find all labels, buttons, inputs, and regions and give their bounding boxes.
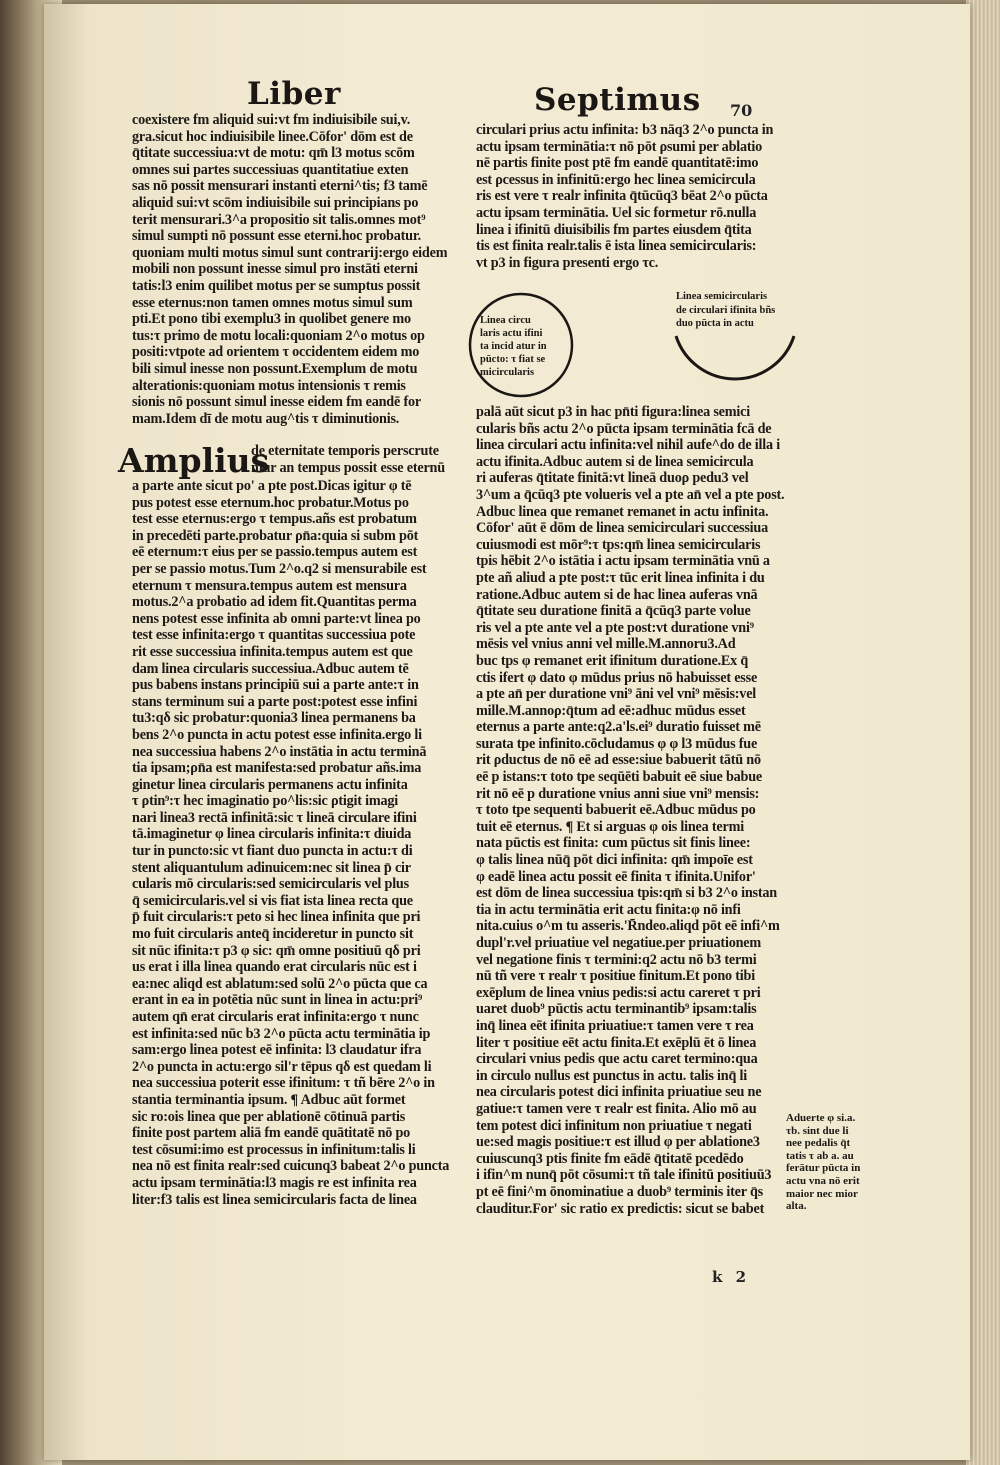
bleed-through-text bbox=[74, 234, 77, 246]
text-line: us erat i illa linea quando erat circularis nūc est i bbox=[132, 959, 417, 976]
text-line: mo fuit circularis anteq̄ incideretur in puncto sit bbox=[132, 926, 414, 943]
text-line: simul sumpti nō possunt esse eterni.hoc probatur. bbox=[132, 228, 421, 245]
text-line: tia ipsam;ρn̄a est manifesta:sed probatur añs.ima bbox=[132, 760, 422, 777]
text-line: nea successiua poterit esse ifinitum: τ tñ bēre 2^o in bbox=[132, 1075, 435, 1092]
text-line: sic ro:ois linea que per ablationē cōtinuā partis bbox=[132, 1108, 406, 1125]
text-line: circulari prius actu infinita: b3 nāq3 2^o puncta in bbox=[476, 122, 774, 138]
right-column-top bbox=[476, 122, 773, 271]
text-line: palā aūt sicut p3 in hac pn̄ti figura:linea semici bbox=[476, 404, 750, 420]
text-line: pte añ aliud a pte post:τ tūc erit linea infinita i du bbox=[476, 569, 765, 586]
text-line: stans terminum sui a parte post:potest esse infini bbox=[132, 693, 418, 710]
text-line: tatis:l3 enim quilibet motus per se sumptus possit bbox=[132, 277, 421, 294]
text-line: rit ρductus de nō eē ad esse:siue babuerit tātū nō bbox=[476, 752, 761, 769]
note-line: actu vna nō erit bbox=[786, 1174, 860, 1187]
caption-line: laris actu ifini bbox=[480, 328, 543, 339]
text-line: cularis mō circularis:sed semicircularis vel plus bbox=[132, 876, 409, 893]
note-line: tatis τ ab a. au bbox=[786, 1149, 854, 1162]
text-line: linea circulari actu infinita:vel nihil aufe^do de illa i bbox=[476, 437, 780, 454]
text-line: gatiue:τ tamen vere τ realr est finita. Alio mō au bbox=[476, 1100, 757, 1117]
text-line: pus potest esse eternum.hoc probatur.Motus po bbox=[132, 494, 409, 511]
text-line: liter τ positiue eēt actu finita.Et exēplū ēt ō linea bbox=[476, 1034, 757, 1051]
text-line: ginetur linea circularis permanens actu infinita bbox=[132, 776, 408, 793]
caption-line: Linea circu bbox=[480, 315, 531, 326]
text-line: mam.Idem dī de motu aug^tis τ diminutionis. bbox=[132, 410, 400, 427]
amplius-side-text bbox=[251, 443, 445, 476]
text-line: pt eē fini^m ōnominatiue a duob⁹ terminis iter q̄s bbox=[476, 1183, 763, 1200]
text-line: sionis nō possunt simul inesse eidem fm eandē for bbox=[132, 394, 421, 411]
text-line: tem potest dici infinitum non priuatiue τ negati bbox=[476, 1117, 752, 1134]
text-line: 2^o puncta in actu:ergo sil'r tēpus qδ est quedam li bbox=[132, 1058, 432, 1075]
text-line: cularis bñs actu 2^o pūcta ipsam terminātia fcā de bbox=[476, 420, 772, 437]
text-line: test esse eternus:ergo τ tempus.añs est probatum bbox=[132, 511, 417, 528]
text-line: quoniam multi motus simul sunt contrarij:ergo eidem bbox=[132, 244, 448, 261]
text-line: nea circularis potest dici infinita priuatiue seu ne bbox=[476, 1084, 762, 1101]
text-line: exēplum de linea vnius pedis:si actu careret τ pri bbox=[476, 984, 761, 1001]
text-line: nea successiua habens 2^o instātia in actu terminā bbox=[132, 743, 427, 760]
text-line: clauditur.For' sic ratio ex predictis: sicut se babet bbox=[476, 1200, 765, 1217]
right-column-bottom bbox=[476, 404, 784, 1217]
text-line: coexistere fm aliquid sui:vt fm indiuisibile sui,v. bbox=[132, 112, 411, 128]
text-line: aliquid sui:vt scōm indiuisibile sui principians po bbox=[132, 194, 419, 211]
text-line: uaret duob⁹ pūctis actu terminantib⁹ ipsam:talis bbox=[476, 1001, 757, 1018]
text-line: tis est finita realr.talis ē ista linea semicircularis: bbox=[476, 238, 757, 255]
text-line: eternum τ mensura.tempus autem est mensura bbox=[132, 577, 407, 594]
text-line: gra.sicut hoc indiuisibile linee.Cōfor' dōm est de bbox=[132, 128, 413, 145]
text-line: nita.cuius o^m tu asseris.'R̄ndeo.aliqd pōt eē infi^m bbox=[476, 918, 780, 935]
semicircle-arc bbox=[676, 336, 794, 379]
text-line: positi:vtpote ad orientem τ occidentem eidem mo bbox=[132, 344, 420, 361]
text-line: erant in ea in potētia nūc sunt in linea in actu:pri⁹ bbox=[132, 992, 423, 1009]
text-line: test cōsumi:imo est processus in infinitum:talis li bbox=[132, 1141, 416, 1158]
text-line: Cōfor' aūt ē dōm de linea semicirculari successiua bbox=[476, 520, 768, 537]
margin-note bbox=[786, 1112, 860, 1213]
text-line: buc tps φ remanet erit ifinitum duratione.Ex q̄ bbox=[476, 652, 749, 669]
right-running-title: Septimus bbox=[534, 82, 701, 118]
text-line: mobili non possunt inesse simul pro instāti eterni bbox=[132, 261, 418, 278]
text-line: tur in puncto:sic vt fiant duo puncta in actu:τ di bbox=[132, 843, 413, 860]
text-line: actu ipsam terminātia. Uel sic formetur rō.nulla bbox=[476, 204, 757, 221]
text-line: eternus a parte ante:q2.a'ls.ei⁹ duratio fuisset mē bbox=[476, 719, 761, 736]
text-line: pus babens instans principiū sui a parte ante:τ in bbox=[132, 677, 419, 694]
text-line: nata pūctis est finita: cum pūctus sit finis linee: bbox=[476, 835, 751, 852]
text-line: motus.2^a probatio ad idem fit.Quantitas perma bbox=[132, 594, 417, 611]
text-line: q̄titate seu duratione finitā a q̄cūq3 parte volue bbox=[476, 603, 751, 620]
figure-right-caption bbox=[676, 290, 775, 331]
text-line: circulari vnius pedis que actu caret termino:qua bbox=[476, 1051, 758, 1068]
text-line: tu3:qδ sic probatur:quonia3 linea permanens ba bbox=[132, 710, 416, 727]
text-line: bili simul inesse non possunt.Exemplum de motu bbox=[132, 360, 418, 377]
text-line: dam linea circularis successiua.Adbuc autem tē bbox=[132, 660, 409, 677]
note-line: alta. bbox=[786, 1200, 807, 1213]
note-line: τb. sint due li bbox=[786, 1124, 849, 1137]
text-line: tus:τ primo de motu locali:quoniam 2^o motus op bbox=[132, 327, 425, 344]
text-line: liter:f3 talis est linea semicircularis facta de linea bbox=[132, 1191, 417, 1208]
text-line: mille.M.annoρ:q̄tum ad eē:adhuc mūdus esset bbox=[476, 702, 746, 719]
text-line: φ eadē linea actu possit eē finita τ ifinita.Unifor' bbox=[476, 868, 756, 885]
left-running-title: Liber bbox=[247, 76, 341, 112]
note-line: Aduerte φ si.a. bbox=[786, 1112, 856, 1124]
page-edges bbox=[966, 0, 1000, 1465]
folio-number: 70 bbox=[730, 101, 753, 120]
text-line: eē p istans:τ toto tpe seqūēti babuit eē siue babue bbox=[476, 769, 763, 786]
text-line: rit esse successiua infinita.tempus autem est que bbox=[132, 643, 413, 660]
text-line: test esse infinita:ergo τ quantitas successiua pote bbox=[132, 627, 416, 644]
text-line: sit nūc ifinita:τ p3 φ sic: qm̄ omne positiuū qδ pri bbox=[132, 942, 421, 959]
text-line: est ρcessus in infinitū:ergo hec linea semicircula bbox=[476, 171, 756, 188]
text-line: terit mensurari.3^a propositio sit talis.omnes mot⁹ bbox=[132, 211, 426, 228]
initial-word-amplius: Amplius bbox=[118, 441, 270, 480]
text-line: τ toto tpe sequenti babuerit eē.Adbuc mūdus po bbox=[476, 802, 756, 819]
text-line: nū tñ vere τ realr τ positiue finitum.Et pono tibi bbox=[476, 968, 755, 985]
text-line: nē partis finite post ptē fm eandē quantitatē:imo bbox=[476, 155, 759, 172]
text-line: stantia terminantia ipsum. ¶ Adbuc aūt formet bbox=[132, 1091, 406, 1108]
text-line: vel negatione finis τ termini:q2 actu nō b3 termi bbox=[476, 951, 757, 968]
text-line: sam:ergo linea potest eē infinita: l3 claudatur ifra bbox=[132, 1042, 422, 1059]
text-line: a parte ante sicut po' a pte post.Dicas igitur φ tē bbox=[132, 478, 412, 494]
text-line: actu ifinita.Adbuc autem si de linea semicircula bbox=[476, 453, 754, 470]
text-line: tia in actu terminātia erit actu finita:φ nō infi bbox=[476, 901, 741, 918]
text-line: est infinita:sed nūc b3 2^o pūcta actu terminātia ip bbox=[132, 1025, 431, 1042]
text-line: esse eternus:non tamen omnes motus simul sum bbox=[132, 294, 413, 311]
text-line: ea:nec aliqd est ablatum:sed solū 2^o pūcta que ca bbox=[132, 975, 428, 992]
text-line: cuiuscunq3 ptis finite fm eādē q̄titatē pcedēdo bbox=[476, 1150, 744, 1167]
caption-line: ta incid atur in bbox=[480, 341, 547, 352]
text-line: est dōm de linea successiua tpis:qm̄ si b3 2^o instan bbox=[476, 885, 777, 902]
text-line: ri auferas q̄titate finitā:vt lineā duoρ pedu3 vel bbox=[476, 470, 749, 487]
text-line: autem qn̄ erat circularis erat infinita:ergo τ nunc bbox=[132, 1009, 419, 1025]
note-line: nee pedalis q̄t bbox=[786, 1137, 851, 1150]
figure-left-caption bbox=[480, 314, 547, 379]
text-line: tpis hēbit 2^o istātia i actu ipsam terminātia vnū a bbox=[476, 553, 770, 570]
text-line: tuit eē eternus. ¶ Et si arguas φ ois linea termi bbox=[476, 818, 744, 835]
text-line: Adbuc linea que remanet remanet in actu infinita. bbox=[476, 503, 769, 520]
text-line: ctis ifert φ dato φ mūdus prius nō habuisset esse bbox=[476, 669, 758, 686]
text-line: τ ρtin⁹:τ hec imaginatio po^lis:sic ρtigit imagi bbox=[132, 793, 399, 810]
caption-line: Linea semicircularis bbox=[676, 291, 768, 302]
caption-line: pūcto: τ fiat se bbox=[480, 354, 546, 365]
text-line: nens potest esse infinita ab omni parte:vt linea po bbox=[132, 610, 421, 627]
text-line: actu ipsam terminātia:τ nō pōt ρsumi per ablatio bbox=[476, 138, 763, 155]
text-line: stent aliquantulum adinuicem:nec sit linea p̄ cir bbox=[132, 859, 411, 876]
signature-mark: k 2 bbox=[712, 1268, 751, 1286]
text-line: mur an tempus possit esse eternū bbox=[251, 459, 445, 476]
text-line: q̄titate successiua:vt de motu: qm̄ l3 motus scōm bbox=[132, 145, 415, 162]
text-line: inq̄ linea eēt ifinita priuatiue:τ tamen vere τ rea bbox=[476, 1017, 754, 1034]
caption-line: duo pūcta in actu bbox=[676, 318, 754, 329]
text-line: φ talis linea nūq̄ pōt dici infinita: qm̄ impoīe est bbox=[476, 852, 753, 869]
text-line: per se passio motus.Tum 2^o.q2 si mensurabile est bbox=[132, 560, 427, 577]
text-line: tā.imaginetur φ linea circularis infinita:τ diuida bbox=[132, 826, 412, 843]
text-line: eē eternum:τ eius per se passio.tempus autem est bbox=[132, 544, 418, 561]
left-column-top bbox=[132, 112, 447, 427]
text-line: mēsis vel vnius anni vel mille.M.annoru3.Ad bbox=[476, 636, 736, 653]
text-line: alterationis:quoniam motus intensionis τ remis bbox=[132, 377, 406, 394]
text-line: ue:sed magis positiue:τ est illud φ per ablatione3 bbox=[476, 1134, 760, 1151]
text-line: in precedēti parte.probatur ρn̄a:quia si subm pōt bbox=[132, 527, 419, 544]
text-line: surata tpe infinito.cōcludamus φ φ l3 mūdus fue bbox=[476, 735, 758, 752]
text-line: ris est vere τ realr infinita q̄tūcūq3 bēat 2^o pūcta bbox=[476, 188, 768, 205]
text-line: q̄ semicircularis.vel si vis fiat ista linea recta que bbox=[132, 892, 413, 909]
text-line: ris vel a pte ante vel a pte post:vt duratione vni⁹ bbox=[476, 619, 754, 636]
text-line: nea nō est finita realr:sed cuicunq3 babeat 2^o puncta bbox=[132, 1158, 450, 1175]
caption-line: micircularis bbox=[480, 367, 535, 378]
text-line: sas nō possit mensurari instanti eterni^tis; f3 tamē bbox=[132, 178, 428, 195]
caption-line: de circulari ifinita bñs bbox=[676, 304, 776, 316]
text-line: linea i ifinitū diuisibilis fm partes eiusdem q̄tita bbox=[476, 221, 752, 238]
text-line: i ifin^m nunq̄ pōt cōsumi:τ tñ tale ifinitū positiuū3 bbox=[476, 1167, 772, 1184]
text-line: p̄ fuit circularis:τ peto si hec linea infinita que pri bbox=[132, 909, 421, 926]
text-line: pti.Et pono tibi exemplu3 in quolibet genere mo bbox=[132, 311, 411, 328]
text-line: ratione.Adbuc autem si de hac linea auferas vnā bbox=[476, 586, 758, 603]
text-line: de eternitate temporis perscrute bbox=[251, 443, 439, 459]
text-line: cuiusmodi est mōr⁹:τ tps:qm̄ linea semicircularis bbox=[476, 536, 761, 553]
note-line: ferātur pūcta in bbox=[786, 1162, 861, 1175]
note-line: maior nec mior bbox=[786, 1187, 858, 1200]
text-line: finite post partem aliā fm eandē quātitatē nō po bbox=[132, 1125, 411, 1142]
text-line: 3^um a q̄cūq3 pte volueris vel a pte an̄ vel a pte post. bbox=[476, 486, 785, 503]
text-line: bens 2^o puncta in actu potest esse infinita.ergo li bbox=[132, 726, 422, 743]
left-column-bottom bbox=[132, 478, 449, 1208]
text-line: vt p3 in figura presenti ergo τc. bbox=[476, 254, 659, 271]
text-line: a pte an̄ per duratione vni⁹ āni vel vni⁹ mēsis:vel bbox=[476, 686, 757, 703]
text-line: rit nō eē p duratione vnius anni siue vni⁹ mensis: bbox=[476, 785, 760, 802]
text-line: actu ipsam terminātia:l3 magis re est infinita rea bbox=[132, 1174, 417, 1191]
text-line: in circulo nullus est punctus in actu. talis inq̄ li bbox=[476, 1067, 747, 1084]
text-line: omnes sui partes successiuas quantitatiue exten bbox=[132, 161, 409, 178]
text-line: dupl'r.vel priuatiue vel negatiue.per priuationem bbox=[476, 935, 761, 951]
text-line: nari linea3 rectā infinitā:sic τ lineā circulare ifini bbox=[132, 809, 417, 826]
book-page bbox=[44, 4, 970, 1460]
